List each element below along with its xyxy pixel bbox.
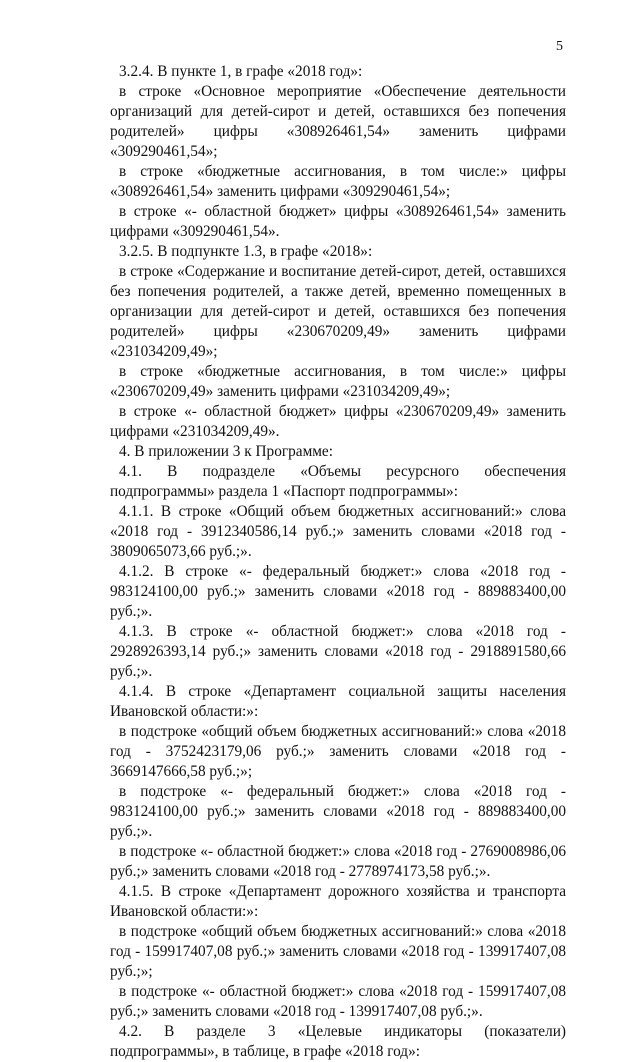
paragraph: в подстроке «общий объем бюджетных ассигнований:» слова «2018 год - 159917407,08 руб.;» заменить словами «2018 год - 139917407,08 руб.;»;	[110, 923, 566, 980]
paragraph-4-1-2: 4.1.2. В строке «- федеральный бюджет:» слова «2018 год - 983124100,00 руб.;» заменить словами «2018 год - 889883400,00 руб.;».	[110, 563, 566, 620]
paragraph-4-1-4: 4.1.4. В строке «Департамент социальной защиты населения Ивановской области:»:	[110, 683, 566, 720]
paragraph-4-1-1: 4.1.1. В строке «Общий объем бюджетных ассигнований:» слова «2018 год - 3912340586,14 руб.;» заменить словами «2018 год - 3809065073,66 руб.;».	[110, 503, 566, 560]
paragraph: в подстроке «- областной бюджет:» слова «2018 год - 159917407,08 руб.;» заменить словами «2018 год - 139917407,08 руб.;».	[110, 983, 566, 1020]
paragraph: в подстроке «- федеральный бюджет:» слова «2018 год - 983124100,00 руб.;» заменить словами «2018 год - 889883400,00 руб.;».	[110, 783, 566, 840]
paragraph: в строке «бюджетные ассигнования, в том числе:» цифры «230670209,49» заменить цифрами «231034209,49»;	[110, 363, 566, 400]
paragraph: в строке «Основное мероприятие «Обеспечение деятельности организаций для детей-сирот и детей, оставшихся без попечения родителей» цифры «308926461,54» заменить цифрами «309290461,54»;	[110, 83, 566, 160]
paragraph-4-1: 4.1. В подразделе «Объемы ресурсного обеспечения подпрограммы» раздела 1 «Паспорт подпрограммы»:	[110, 463, 566, 500]
paragraph: в строке «- областной бюджет» цифры «308926461,54» заменить цифрами «309290461,54».	[110, 203, 566, 240]
paragraph-3-2-5: 3.2.5. В подпункте 1.3, в графе «2018»:	[119, 243, 373, 260]
paragraph-4-1-3: 4.1.3. В строке «- областной бюджет:» слова «2018 год - 2928926393,14 руб.;» заменить словами «2018 год - 2918891580,66 руб.;».	[110, 623, 566, 680]
paragraph-3-2-4: 3.2.4. В пункте 1, в графе «2018 год»:	[119, 63, 363, 80]
paragraph-4-2: 4.2. В разделе 3 «Целевые индикаторы (показатели) подпрограммы», в таблице, в графе «2018 год»:	[110, 1023, 566, 1060]
paragraph-4: 4. В приложении 3 к Программе:	[119, 443, 333, 460]
page-number: 5	[556, 39, 563, 54]
paragraph: в строке «- областной бюджет» цифры «230670209,49» заменить цифрами «231034209,49».	[110, 403, 566, 440]
paragraph: в подстроке «общий объем бюджетных ассигнований:» слова «2018 год - 3752423179,06 руб.;» заменить словами «2018 год - 3669147666,58 руб.;»;	[110, 723, 566, 780]
paragraph: в подстроке «- областной бюджет:» слова «2018 год - 2769008986,06 руб.;» заменить словами «2018 год - 2778974173,58 руб.;».	[110, 843, 566, 880]
paragraph-4-1-5: 4.1.5. В строке «Департамент дорожного хозяйства и транспорта Ивановской области:»:	[110, 883, 566, 920]
paragraph: в строке «Содержание и воспитание детей-сирот, детей, оставшихся без попечения родителей, а также детей, временно помещенных в организации для детей-сирот и детей, оставшихся без попечения родителей» цифры «230670209,49» заменить цифрами «231034209,49»;	[110, 263, 566, 360]
body-text	[110, 62, 566, 1062]
paragraph: в строке «бюджетные ассигнования, в том числе:» цифры «308926461,54» заменить цифрами «309290461,54»;	[110, 163, 566, 200]
